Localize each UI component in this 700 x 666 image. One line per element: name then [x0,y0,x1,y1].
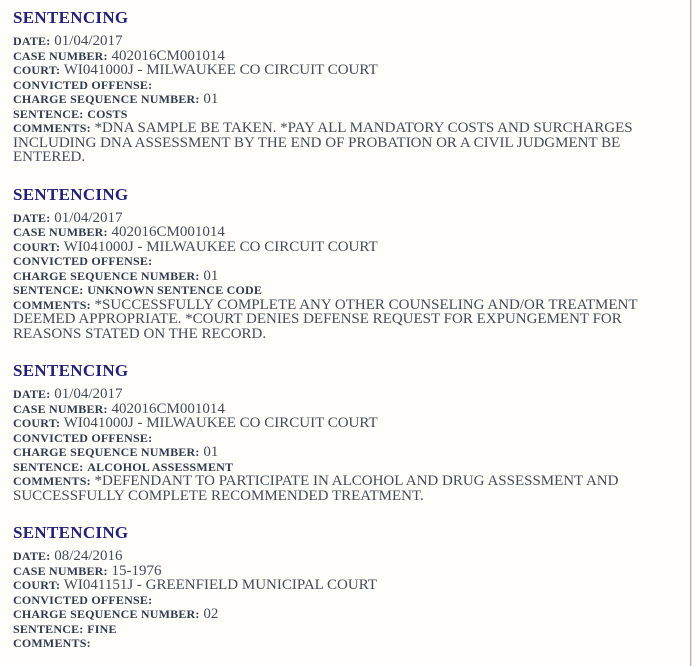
field-value: 402016CM001014 [111,224,225,240]
field-row [13,460,665,475]
field-row [13,211,665,226]
field-label: CASE NUMBER: [13,48,108,63]
section-title: SENTENCING [13,523,129,542]
field-label: COURT: [13,63,61,77]
field-label: CHARGE SEQUENCE NUMBER: [13,268,200,283]
section-title: SENTENCING [13,184,129,204]
field-label: COURT: [13,239,61,254]
field-value: ALCOHOL ASSESSMENT [87,459,234,474]
field-value: FINE [87,621,117,636]
field-label: DATE: [13,549,51,563]
field-label: CHARGE SEQUENCE NUMBER: [13,607,200,621]
field-row [13,549,665,564]
field-row [13,416,665,431]
field-label: COMMENTS: [13,474,91,488]
field-label: SENTENCE: [13,283,84,297]
field-label: SENTENCE: [13,106,84,121]
field-label: COMMENTS: [13,297,91,312]
field-value: 01/04/2017 [54,33,123,49]
field-value: 402016CM001014 [111,47,225,64]
field-row [13,298,665,342]
field-label: CONVICTED OFFENSE: [13,430,153,445]
field-label: DATE: [13,387,51,401]
field-value: WI041000J - MILWAUKEE CO CIRCUIT COURT [63,62,378,78]
field-row [13,622,665,637]
field-row [13,593,665,608]
field-label: CONVICTED OFFENSE: [13,77,153,92]
field-row [13,225,665,240]
field-label: DATE: [13,34,51,48]
field-label: CHARGE SEQUENCE NUMBER: [13,445,200,459]
sentencing-record [13,9,665,165]
field-label: COURT: [13,578,61,592]
field-value: 15-1976 [111,562,162,579]
field-value: *DEFENDANT TO PARTICIPATE IN ALCOHOL AND DRUG ASSESSMENT AND SUCCESSFULLY COMPLETE RECOMMENDED TREATMENT. [13,473,619,504]
field-row [13,34,665,49]
sentencing-record [13,186,665,342]
field-value: UNKNOWN SENTENCE CODE [87,283,263,297]
field-row [13,269,665,284]
field-value: WI041000J - MILWAUKEE CO CIRCUIT COURT [63,415,378,431]
field-row [13,445,665,460]
field-value: 02 [203,606,219,622]
field-label: DATE: [13,210,51,225]
field-row [13,387,665,402]
field-row [13,78,665,93]
field-label: SENTENCE: [13,621,84,636]
field-row [13,121,665,165]
field-value: 402016CM001014 [111,400,225,417]
field-row [13,636,665,651]
field-label: CONVICTED OFFENSE: [13,254,153,268]
field-row [13,49,665,64]
field-row [13,92,665,107]
field-label: CHARGE SEQUENCE NUMBER: [13,92,200,106]
field-value: WI041151J - GREENFIELD MUNICIPAL COURT [63,577,377,593]
field-value: 01/04/2017 [54,209,123,226]
field-row [13,474,665,503]
field-row [13,578,665,593]
field-label: CASE NUMBER: [13,401,108,416]
field-value: 01 [203,267,219,284]
sentencing-record [13,524,665,651]
field-value: *SUCCESSFULLY COMPLETE ANY OTHER COUNSELING AND/OR TREATMENT DEEMED APPROPRIATE. *COURT DENIES DEFENSE REQUEST FOR EXPUNGEMENT FOR REASONS STATED ON THE RECORD. [13,296,638,342]
field-row [13,402,665,417]
field-row [13,240,665,255]
field-row [13,254,665,269]
field-row [13,107,665,122]
field-row [13,63,665,78]
field-value: 08/24/2016 [54,548,123,564]
section-title: SENTENCING [13,8,129,27]
field-label: CASE NUMBER: [13,225,108,239]
field-row [13,283,665,298]
field-label: COMMENTS: [13,121,91,135]
field-value: COSTS [87,106,128,121]
field-value: 01/04/2017 [54,386,123,402]
field-label: CASE NUMBER: [13,563,108,578]
field-label: SENTENCE: [13,459,84,474]
field-label: CONVICTED OFFENSE: [13,592,153,607]
field-value: 01 [203,91,219,107]
field-label: COURT: [13,416,61,430]
sentencing-record [13,362,665,503]
page-right-border-line [690,0,691,666]
field-value: *DNA SAMPLE BE TAKEN. *PAY ALL MANDATORY COSTS AND SURCHARGES INCLUDING DNA ASSESSMENT BY THE END OF PROBATION OR A CIVIL JUDGMENT BE ENTERED. [13,120,633,165]
field-row [13,431,665,446]
field-value: 01 [203,444,219,460]
field-row [13,564,665,579]
section-title: SENTENCING [13,361,129,380]
field-label: COMMENTS: [13,636,91,650]
field-value: WI041000J - MILWAUKEE CO CIRCUIT COURT [63,238,378,255]
field-row [13,607,665,622]
